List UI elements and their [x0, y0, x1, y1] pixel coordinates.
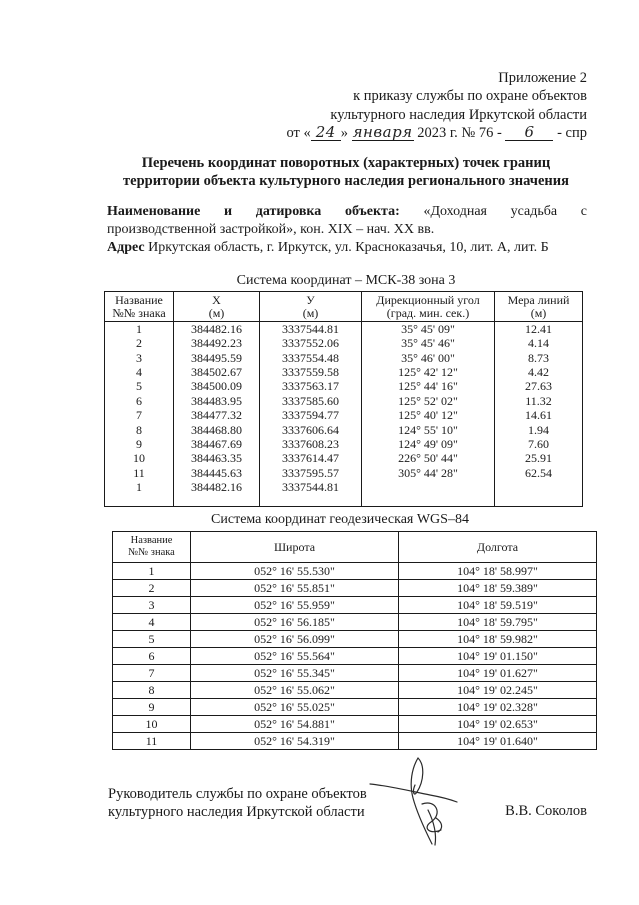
cell-point-number: 9 [113, 699, 191, 716]
cell-latitude: 052° 16' 56.099" [191, 631, 399, 648]
cell-line-length: 1.94 [495, 423, 583, 437]
cell-latitude: 052° 16' 55.851" [191, 580, 399, 597]
empty-cell [495, 494, 583, 507]
header-y [260, 292, 362, 322]
table-header-row [113, 532, 597, 563]
cell-y: 3337544.81 [260, 322, 362, 337]
header-point-name [113, 532, 191, 563]
header-line: X [212, 293, 221, 307]
table-row [113, 682, 597, 699]
cell-point-number: 4 [113, 614, 191, 631]
appendix-header [286, 69, 587, 142]
cell-latitude: 052° 16' 54.319" [191, 733, 399, 750]
wgs-table-body [113, 563, 597, 750]
cell-x: 384477.32 [174, 408, 260, 422]
header-line: Дирекционный угол [376, 293, 480, 307]
table-row [105, 379, 583, 393]
cell-bearing: 125° 40' 12" [362, 408, 495, 422]
table-row [105, 480, 583, 494]
cell-y: 3337614.47 [260, 451, 362, 465]
header-line: Название [130, 535, 173, 546]
header-line: №№ знака [128, 547, 175, 558]
cell-latitude: 052° 16' 56.185" [191, 614, 399, 631]
order-prefix: от « [286, 124, 311, 141]
order-day-handwritten: 24 [311, 125, 341, 141]
cell-bearing: 35° 46' 00" [362, 351, 495, 365]
table-row [113, 563, 597, 580]
cell-line-length: 62.54 [495, 466, 583, 480]
header-line: (м) [302, 305, 319, 320]
cell-longitude: 104° 18' 59.389" [399, 580, 597, 597]
header-latitude [191, 532, 399, 563]
table-row [105, 394, 583, 408]
cell-point-number: 7 [105, 408, 174, 422]
table-row [105, 408, 583, 422]
signer-name: В.В. Соколов [505, 803, 587, 819]
cell-point-number: 9 [105, 437, 174, 451]
cell-bearing: 125° 44' 16" [362, 379, 495, 393]
empty-cell [260, 494, 362, 507]
cell-point-number: 6 [105, 394, 174, 408]
header-line: Мера линий [507, 293, 570, 307]
cell-line-length: 25.91 [495, 451, 583, 465]
cell-x: 384492.23 [174, 336, 260, 350]
cell-bearing: 125° 52' 02" [362, 394, 495, 408]
order-date-number [286, 124, 587, 142]
header-line: (м) [208, 305, 225, 320]
cell-bearing [362, 480, 495, 494]
cell-line-length: 12.41 [495, 322, 583, 337]
cell-longitude: 104° 18' 59.982" [399, 631, 597, 648]
order-number-handwritten: 6 [505, 125, 553, 141]
table-row [113, 699, 597, 716]
header-bearing [362, 292, 495, 322]
appendix-number: Приложение 2 [498, 70, 587, 86]
header-line: Широта [273, 540, 316, 554]
table-row [113, 716, 597, 733]
order-year-number: 2023 г. № 76 - [417, 124, 502, 141]
order-reference: к приказу службы по охране объектов [353, 88, 587, 105]
cell-bearing: 35° 45' 46" [362, 336, 495, 350]
cell-point-number: 2 [105, 336, 174, 350]
header-line: Долгота [476, 540, 519, 554]
cell-line-length: 11.32 [495, 394, 583, 408]
cell-line-length: 14.61 [495, 408, 583, 422]
table-row [105, 466, 583, 480]
header-line: У [306, 293, 315, 307]
header-line: (м) [530, 305, 547, 320]
cell-x: 384483.95 [174, 394, 260, 408]
cell-longitude: 104° 19' 01.640" [399, 733, 597, 750]
cell-y: 3337544.81 [260, 480, 362, 494]
cell-x: 384482.16 [174, 480, 260, 494]
cell-y: 3337608.23 [260, 437, 362, 451]
header-longitude [399, 532, 597, 563]
object-info [107, 203, 587, 257]
cell-bearing: 226° 50' 44" [362, 451, 495, 465]
header-line: (град. мин. сек.) [386, 305, 470, 320]
cell-y: 3337559.58 [260, 365, 362, 379]
cell-longitude: 104° 19' 02.653" [399, 716, 597, 733]
cell-point-number: 11 [113, 733, 191, 750]
cell-latitude: 052° 16' 54.881" [191, 716, 399, 733]
document-title [104, 154, 588, 190]
cell-line-length: 27.63 [495, 379, 583, 393]
cell-point-number: 6 [113, 648, 191, 665]
position-line-1: Руководитель службы по охране объектов [108, 786, 367, 802]
cell-y: 3337563.17 [260, 379, 362, 393]
empty-row [105, 494, 583, 507]
wgs-coordinates-table [112, 531, 597, 750]
header-line-length [495, 292, 583, 322]
object-name-value: «Доходная усадьба с [423, 204, 588, 219]
cell-line-length [495, 480, 583, 494]
handwritten-signature [362, 752, 462, 848]
table-row [113, 665, 597, 682]
title-line-2: территории объекта культурного наследия регионального значения [123, 173, 569, 189]
object-name-line-1 [107, 203, 587, 221]
cell-line-length: 4.42 [495, 365, 583, 379]
cell-latitude: 052° 16' 55.959" [191, 597, 399, 614]
empty-cell [105, 494, 174, 507]
object-name-line-2: производственной застройкой», кон. XIX – нач. XX вв. [107, 222, 435, 237]
cell-x: 384502.67 [174, 365, 260, 379]
table-header-row [105, 292, 583, 322]
cell-point-number: 10 [113, 716, 191, 733]
position-line-2: культурного наследия Иркутской области [108, 803, 365, 820]
empty-cell [174, 494, 260, 507]
cell-x: 384495.59 [174, 351, 260, 365]
cell-y: 3337552.06 [260, 336, 362, 350]
cell-x: 384467.69 [174, 437, 260, 451]
cell-longitude: 104° 18' 59.795" [399, 614, 597, 631]
cell-point-number: 7 [113, 665, 191, 682]
table-row [105, 423, 583, 437]
cell-latitude: 052° 16' 55.530" [191, 563, 399, 580]
address-label: Адрес [107, 240, 145, 255]
cell-longitude: 104° 19' 01.150" [399, 648, 597, 665]
table-row [113, 648, 597, 665]
order-day-close: » [340, 124, 348, 141]
table-row [105, 365, 583, 379]
signatory-position [108, 786, 367, 821]
order-month-handwritten: января [352, 122, 413, 141]
cell-point-number: 3 [105, 351, 174, 365]
cell-line-length: 7.60 [495, 437, 583, 451]
object-address [107, 239, 587, 257]
cell-latitude: 052° 16' 55.062" [191, 682, 399, 699]
cell-point-number: 1 [105, 322, 174, 337]
cell-point-number: 8 [105, 423, 174, 437]
cell-longitude: 104° 19' 02.245" [399, 682, 597, 699]
cell-x: 384482.16 [174, 322, 260, 337]
cell-bearing: 305° 44' 28" [362, 466, 495, 480]
cell-x: 384468.80 [174, 423, 260, 437]
cell-bearing: 124° 55' 10" [362, 423, 495, 437]
cell-point-number: 2 [113, 580, 191, 597]
table-row [105, 451, 583, 465]
cell-point-number: 5 [113, 631, 191, 648]
cell-point-number: 5 [105, 379, 174, 393]
cell-longitude: 104° 19' 02.328" [399, 699, 597, 716]
cell-x: 384463.35 [174, 451, 260, 465]
cell-bearing: 124° 49' 09" [362, 437, 495, 451]
cell-point-number: 4 [105, 365, 174, 379]
cell-y: 3337585.60 [260, 394, 362, 408]
order-suffix: - спр [557, 124, 587, 141]
table-row [105, 336, 583, 350]
table-row [113, 631, 597, 648]
cell-longitude: 104° 19' 01.627" [399, 665, 597, 682]
cell-bearing: 35° 45' 09" [362, 322, 495, 337]
table-row [113, 614, 597, 631]
wgs-table-caption: Система координат геодезическая WGS–84 [211, 512, 469, 527]
cell-point-number: 3 [113, 597, 191, 614]
title-line-1: Перечень координат поворотных (характерных) точек границ [141, 155, 551, 171]
cell-point-number: 10 [105, 451, 174, 465]
table-row [105, 351, 583, 365]
cell-point-number: 11 [105, 466, 174, 480]
order-authority: культурного наследия Иркутской области [330, 106, 587, 123]
cell-latitude: 052° 16' 55.345" [191, 665, 399, 682]
empty-cell [362, 494, 495, 507]
table-row [113, 597, 597, 614]
msk-table-filler [105, 494, 583, 507]
msk-table-caption: Система координат – МСК-38 зона 3 [236, 273, 456, 288]
cell-longitude: 104° 18' 58.997" [399, 563, 597, 580]
cell-y: 3337554.48 [260, 351, 362, 365]
msk-coordinates-table [104, 291, 583, 507]
cell-line-length: 8.73 [495, 351, 583, 365]
header-x [174, 292, 260, 322]
header-point-name [105, 292, 174, 322]
table-row [113, 733, 597, 750]
cell-y: 3337606.64 [260, 423, 362, 437]
table-row [105, 437, 583, 451]
cell-point-number: 8 [113, 682, 191, 699]
cell-y: 3337595.57 [260, 466, 362, 480]
cell-x: 384445.63 [174, 466, 260, 480]
address-value: Иркутская область, г. Иркутск, ул. Красноказачья, 10, лит. А, лит. Б [148, 240, 549, 255]
object-name-label: Наименование и датировка объекта: [107, 204, 400, 219]
cell-point-number: 1 [105, 480, 174, 494]
cell-y: 3337594.77 [260, 408, 362, 422]
header-line: Название [115, 293, 163, 307]
header-line: №№ знака [112, 305, 166, 320]
cell-longitude: 104° 18' 59.519" [399, 597, 597, 614]
cell-latitude: 052° 16' 55.564" [191, 648, 399, 665]
table-row [105, 322, 583, 337]
msk-table-body [105, 322, 583, 495]
cell-point-number: 1 [113, 563, 191, 580]
cell-x: 384500.09 [174, 379, 260, 393]
table-row [113, 580, 597, 597]
cell-latitude: 052° 16' 55.025" [191, 699, 399, 716]
cell-line-length: 4.14 [495, 336, 583, 350]
cell-bearing: 125° 42' 12" [362, 365, 495, 379]
